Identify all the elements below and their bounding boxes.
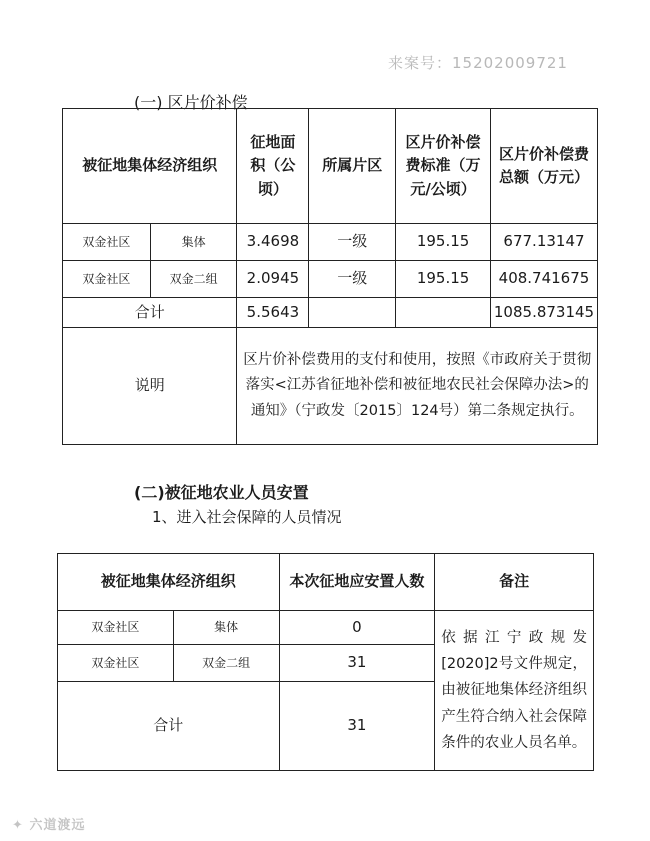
group-cell: 双金二组	[150, 261, 237, 298]
sum-label: 合计	[63, 298, 237, 328]
watermark-text: 六道渡远	[29, 818, 86, 833]
header-org: 被征地集体经济组织	[63, 109, 237, 224]
zone-cell: 一级	[309, 261, 396, 298]
standard-cell: 195.15	[396, 224, 491, 261]
total-cell: 408.741675	[490, 261, 597, 298]
count-cell: 0	[279, 611, 435, 645]
watermark-logo	[12, 814, 85, 833]
header-org: 被征地集体经济组织	[58, 554, 280, 611]
zone-cell: 一级	[309, 224, 396, 261]
sum-count: 31	[279, 682, 435, 771]
record-number: 来案号：15202009721	[388, 54, 568, 72]
standard-cell: 195.15	[396, 261, 491, 298]
header-remark: 备注	[435, 554, 594, 611]
watermark-icon: ✦	[12, 818, 24, 833]
section2-title: (二)被征地农业人员安置	[134, 483, 309, 502]
sum-label: 合计	[58, 682, 280, 771]
sum-total: 1085.873145	[490, 298, 597, 328]
community-cell: 双金社区	[58, 611, 174, 645]
note-row	[63, 328, 598, 445]
remark-text: 依据江宁政规发[2020]2号文件规定，由被征地集体经济组织产生符合纳入社会保障条件的农业人员名单。	[435, 611, 594, 771]
table-row	[63, 224, 598, 261]
group-cell: 双金二组	[173, 645, 279, 682]
resettlement-table	[57, 553, 594, 771]
sum-area: 5.5643	[237, 298, 309, 328]
area-cell: 2.0945	[237, 261, 309, 298]
note-text: 区片价补偿费用的支付和使用，按照《市政府关于贯彻落实<江苏省征地补偿和被征地农民社会保障办法>的通知》（宁政发〔2015〕124号）第二条规定执行。	[237, 328, 598, 445]
empty-cell	[396, 298, 491, 328]
community-cell: 双金社区	[63, 261, 151, 298]
section2-subtitle: 1、进入社会保障的人员情况	[152, 508, 342, 526]
community-cell: 双金社区	[58, 645, 174, 682]
header-standard: 区片价补偿费标准（万元/公顷）	[396, 109, 491, 224]
header-count: 本次征地应安置人数	[279, 554, 435, 611]
zone-price-compensation-table	[62, 108, 598, 445]
table-row	[63, 261, 598, 298]
header-total: 区片价补偿费总额（万元）	[490, 109, 597, 224]
empty-cell	[309, 298, 396, 328]
header-zone: 所属片区	[309, 109, 396, 224]
total-cell: 677.13147	[490, 224, 597, 261]
sum-row	[63, 298, 598, 328]
note-label: 说明	[63, 328, 237, 445]
group-cell: 集体	[150, 224, 237, 261]
table-row	[58, 611, 594, 645]
header-area: 征地面积（公顷）	[237, 109, 309, 224]
section1-title: (一) 区片价补偿	[134, 93, 248, 112]
area-cell: 3.4698	[237, 224, 309, 261]
community-cell: 双金社区	[63, 224, 151, 261]
group-cell: 集体	[173, 611, 279, 645]
count-cell: 31	[279, 645, 435, 682]
